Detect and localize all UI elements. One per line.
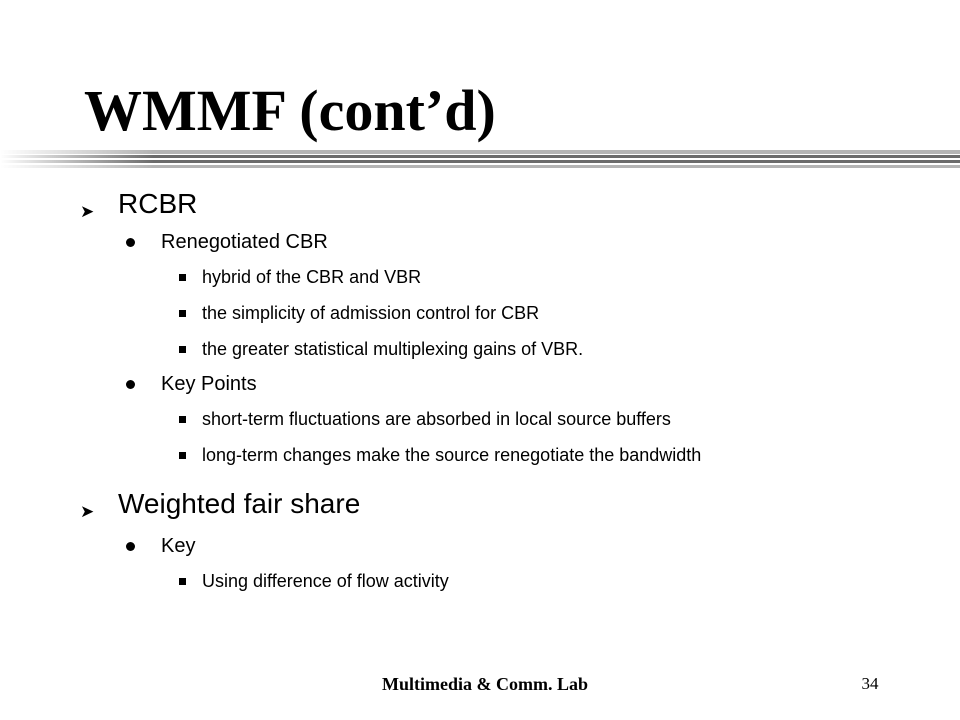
footer-lab-name: Multimedia & Comm. Lab: [382, 674, 588, 694]
section-heading: Weighted fair share: [118, 488, 361, 519]
slide-title: WMMF (cont’d): [84, 78, 496, 143]
subitem-text: long-term changes make the source renegotiate the bandwidth: [202, 445, 702, 465]
section-heading: RCBR: [118, 188, 198, 219]
subitem-text: the greater statistical multiplexing gains of VBR.: [202, 339, 584, 359]
title-divider: [0, 150, 960, 178]
small-square-icon: [179, 578, 186, 585]
small-square-icon: [179, 310, 186, 317]
subitem-text: hybrid of the CBR and VBR: [202, 267, 422, 287]
subitem-text: Using difference of flow activity: [202, 571, 449, 591]
round-dot-icon: [126, 380, 135, 389]
subitem-text: the simplicity of admission control for CBR: [202, 303, 540, 323]
arrowhead-icon: ➤: [80, 202, 95, 221]
subitem-text: short-term fluctuations are absorbed in local source buffers: [202, 409, 671, 429]
item-label: Renegotiated CBR: [161, 231, 328, 253]
item-label: Key Points: [161, 373, 257, 395]
small-square-icon: [179, 346, 186, 353]
small-square-icon: [179, 416, 186, 423]
item-label: Key: [161, 535, 196, 557]
small-square-icon: [179, 274, 186, 281]
page-number: 34: [861, 674, 879, 693]
arrowhead-icon: ➤: [80, 502, 95, 521]
round-dot-icon: [126, 238, 135, 247]
small-square-icon: [179, 452, 186, 459]
round-dot-icon: [126, 542, 135, 551]
